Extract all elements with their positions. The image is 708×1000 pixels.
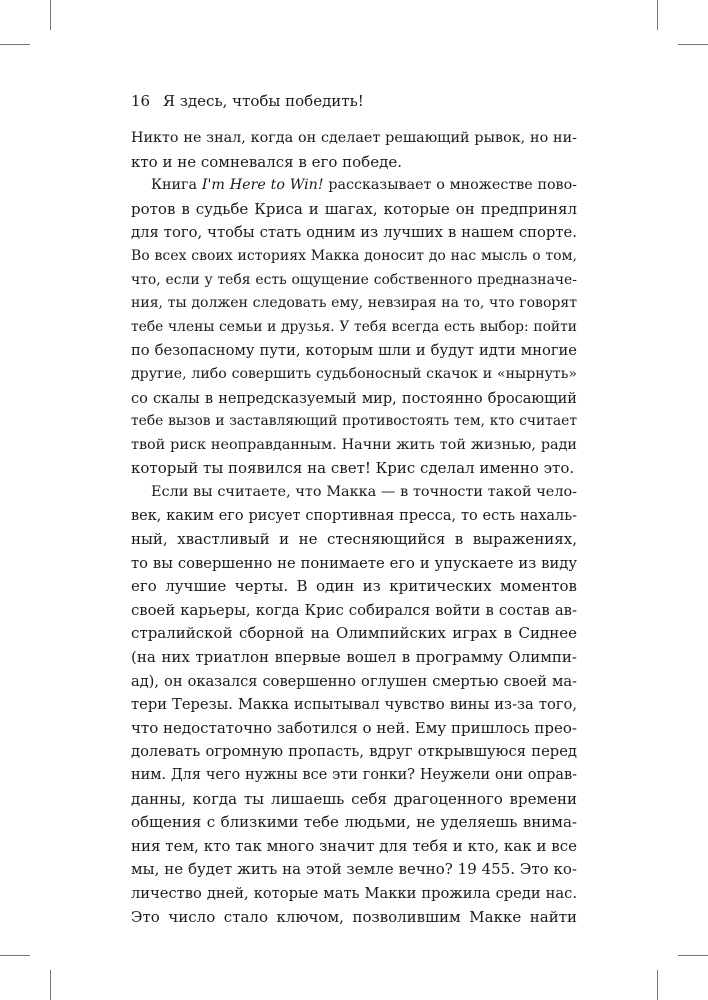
crop-mark-bottom-right-h bbox=[678, 955, 708, 956]
text-line: что недостаточно заботился о ней. Ему пришлось прео- bbox=[131, 718, 577, 737]
text-line: ним. Для чего нужны все эти гонки? Неужели они оправ- bbox=[131, 767, 577, 784]
crop-mark-top-right-h bbox=[678, 44, 708, 45]
text-line: Никто не знал, когда он сделает решающий рывок, но ни- bbox=[131, 130, 577, 146]
text-line: данны, когда ты лишаешь себя драгоценного времени bbox=[131, 789, 577, 808]
text-line: со скалы в непредсказуемый мир, постоянно бросающий bbox=[131, 389, 577, 407]
page-number: 16 bbox=[131, 92, 151, 110]
text-line: тери Терезы. Макка испытывал чувство вины из-за того, bbox=[131, 696, 577, 714]
crop-mark-top-left-h bbox=[0, 44, 30, 45]
text-line: твой риск неоправданным. Начни жить той жизнью, ради bbox=[131, 436, 577, 453]
text-line: долевать огромную пропасть, вдруг открывшуюся перед bbox=[131, 743, 577, 761]
book-page bbox=[131, 90, 577, 929]
text-line: тебе члены семьи и друзья. У тебя всегда есть выбор: пойти bbox=[131, 318, 577, 335]
text-line: для того, чтобы стать одним из лучших в нашем спорте. bbox=[131, 224, 577, 242]
text-line: то вы совершенно не понимаете его и упускаете из виду bbox=[131, 554, 577, 572]
crop-mark-bottom-right-v bbox=[657, 970, 658, 1000]
text-line: тебе вызов и заставляющий противостоять тем, кто считает bbox=[131, 413, 577, 430]
text-line: Во всех своих историях Макка доносит до нас мысль о том, bbox=[131, 247, 577, 264]
text-line: его лучшие черты. В один из критических моментов bbox=[131, 577, 577, 596]
text-line: Это число стало ключом, позволившим Макке найти bbox=[131, 907, 577, 926]
text-line: мы, не будет жить на этой земле вечно? 19 455. Это ко- bbox=[131, 860, 577, 879]
text-line: ный, хвастливый и не стесняющийся в выражениях, bbox=[131, 530, 577, 549]
text-line bbox=[131, 174, 577, 198]
paragraph-1 bbox=[131, 127, 577, 174]
running-title: Я здесь, чтобы победить! bbox=[162, 92, 364, 110]
first-line-rest: рассказывает о множестве пово- bbox=[323, 177, 577, 194]
text-line: что, если у тебя есть ощущение собственного предназначе- bbox=[131, 271, 577, 288]
book-title: I'm Here to Win! bbox=[201, 177, 324, 194]
text-line: своей карьеры, когда Крис собирался войти в состав ав- bbox=[131, 601, 577, 619]
text-line: по безопасному пути, которым шли и будут идти многие bbox=[131, 342, 577, 360]
crop-mark-bottom-left-v bbox=[50, 970, 51, 1000]
text-line: кто и не сомневался в его победе. bbox=[131, 152, 402, 171]
text-line: другие, либо совершить судьбоносный скачок и «нырнуть» bbox=[131, 365, 577, 382]
text-line: ния тем, кто так много значит для тебя и кто, как и все bbox=[131, 836, 577, 855]
text-line: личество дней, которые мать Макки прожила среди нас. bbox=[131, 885, 577, 902]
text-line: век, каким его рисует спортивная пресса, то есть нахаль- bbox=[131, 507, 577, 524]
crop-mark-top-right-v bbox=[657, 0, 658, 30]
text-line: который ты появился на свет! Крис сделал именно это. bbox=[131, 459, 575, 478]
paragraph-2 bbox=[131, 174, 577, 481]
crop-mark-top-left-v bbox=[50, 0, 51, 30]
paragraph-3 bbox=[131, 481, 577, 929]
text-line: общения с близкими тебе людьми, не уделяешь внима- bbox=[131, 813, 577, 832]
book-prefix: Книга bbox=[151, 177, 202, 194]
text-line: (на них триатлон впервые вошел в программу Олимпи- bbox=[131, 648, 577, 667]
text-line: ния, ты должен следовать ему, невзирая на то, что говорят bbox=[131, 295, 577, 312]
text-line: Если вы считаете, что Макка — в точности такой чело- bbox=[151, 483, 577, 500]
text-line: ротов в судьбе Криса и шагах, которые он предпринял bbox=[131, 199, 577, 218]
text-line: ад), он оказался совершенно оглушен смертью своей ма- bbox=[131, 672, 577, 690]
crop-mark-bottom-left-h bbox=[0, 955, 30, 956]
running-header bbox=[131, 90, 577, 112]
text-line: стралийской сборной на Олимпийских играх в Сиднее bbox=[131, 624, 577, 643]
